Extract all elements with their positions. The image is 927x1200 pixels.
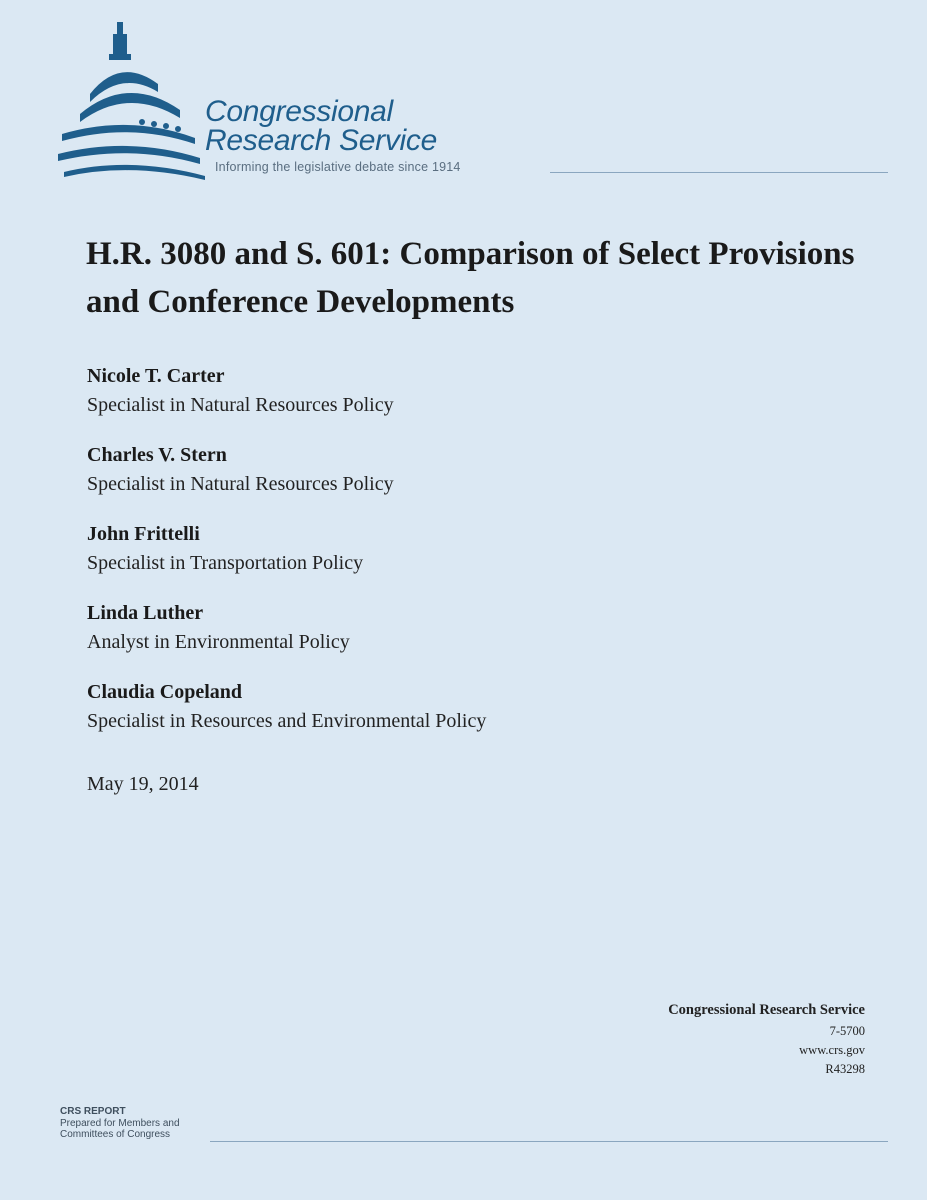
crs-name: Congressional Research Service — [668, 1002, 865, 1018]
author-name: Linda Luther — [87, 602, 204, 624]
author-name: Charles V. Stern — [87, 444, 227, 466]
footer-divider — [210, 1141, 888, 1142]
org-name-line2: Research Service — [205, 124, 437, 157]
crs-info-block — [668, 998, 865, 1079]
report-title: H.R. 3080 and S. 601: Comparison of Select Provisions and Conference Developments — [86, 236, 855, 320]
header-divider — [550, 172, 888, 173]
report-header — [0, 0, 927, 190]
org-name-line1: Congressional — [205, 95, 393, 128]
author-item — [87, 520, 787, 599]
author-item — [87, 362, 787, 441]
author-item — [87, 678, 787, 757]
author-item — [87, 599, 787, 678]
footer-title: CRS REPORT — [60, 1106, 126, 1117]
author-item — [87, 441, 787, 520]
author-role: Specialist in Resources and Environmental Policy — [87, 710, 487, 732]
footer-subline-2: Committees of Congress — [60, 1129, 171, 1140]
crs-code: 7-5700 — [829, 1024, 865, 1038]
org-logo-text — [205, 95, 437, 157]
author-role: Specialist in Transportation Policy — [87, 552, 364, 574]
author-name: Claudia Copeland — [87, 681, 243, 703]
org-tagline: Informing the legislative debate since 1914 — [215, 160, 461, 174]
author-role: Analyst in Environmental Policy — [87, 631, 350, 653]
author-list — [87, 362, 787, 757]
crs-website: www.crs.gov — [799, 1043, 865, 1057]
footer-subline-1: Prepared for Members and — [60, 1118, 180, 1129]
author-role: Specialist in Natural Resources Policy — [87, 394, 394, 416]
author-role: Specialist in Natural Resources Policy — [87, 473, 394, 495]
author-name: John Frittelli — [87, 523, 200, 545]
author-name: Nicole T. Carter — [87, 365, 225, 387]
crs-report-number: R43298 — [825, 1062, 865, 1076]
report-date: May 19, 2014 — [87, 773, 199, 795]
capitol-dome-icon — [50, 14, 210, 184]
footer-label — [60, 1106, 180, 1140]
